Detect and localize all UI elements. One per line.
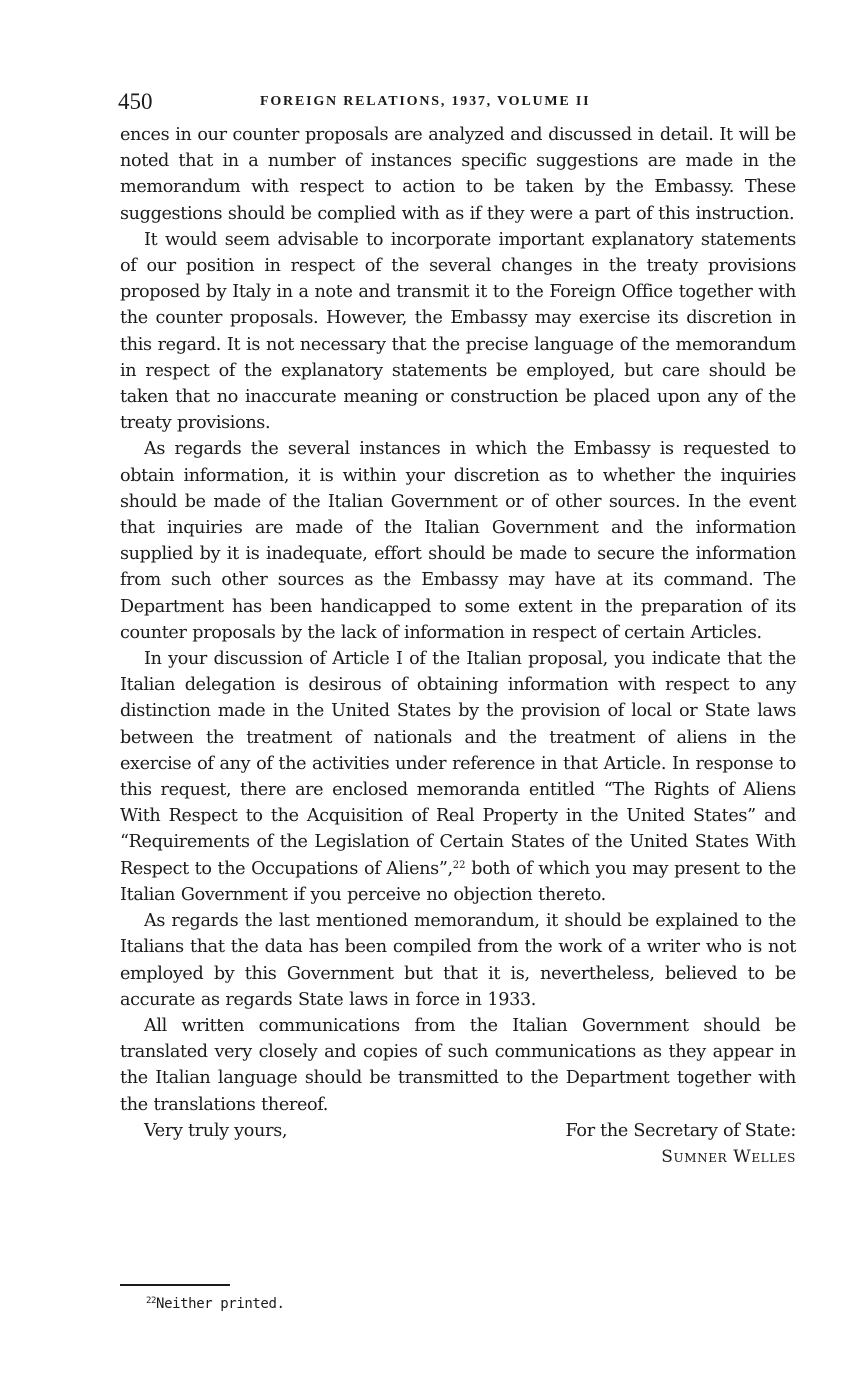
running-title: FOREIGN RELATIONS, 1937, VOLUME II [260,94,591,109]
document-page [120,88,796,1170]
on-behalf-line: For the Secretary of State: [565,1120,796,1141]
paragraph-2: It would seem advisable to incorporate important explanatory statements of our position in respect of the several changes in the treaty provisions proposed by Italy in a note and transmit it to the Foreign Office together with the counter proposals. However, the Embassy may exercise its discretion in this regard. It is not necessary that the precise language of the memorandum in respect of the explanatory statements be employed, but care should be taken that no inaccurate meaning or construction be placed upon any of the treaty provisions. [120,229,796,434]
paragraph-4-text-after-ref: both of which you may present to the Italian Government if you perceive no objection thereto. [120,858,796,905]
paragraph-5: As regards the last mentioned memorandum, it should be explained to the Italians that the data has been compiled from the work of a writer who is not employed by this Government but that it is, nevertheless, believed to be accurate as regards State laws in force in 1933. [120,911,796,1010]
footnote-marker: 22 [146,1296,157,1306]
paragraph-3: As regards the several instances in which the Embassy is requested to obtain information, it is within your discretion as to whether the inquiries should be made of the Italian Government or of other sources. In the event that inquiries are made of the Italian Government and the information supplied by it is inadequate, effort should be made to secure the information from such other sources as the Embassy may have at its command. The Department has been handicapped to some extent in the preparation of its counter proposals by the lack of information in respect of certain Articles. [120,439,796,643]
letter-closing [120,1118,796,1170]
paragraph-6: All written communications from the Italian Government should be translated very closely and copies of such communications as they appear in the Italian language should be transmitted to the Department together with the translations thereof. [120,1015,796,1115]
paragraph-4 [120,646,796,908]
footnote [146,1294,285,1314]
footnote-text: Neither printed. [156,1296,285,1312]
valediction: Very truly yours, [144,1120,288,1141]
footnote-divider [120,1284,230,1286]
signature: Sumner Welles [661,1146,796,1167]
paragraph-1: ences in our counter proposals are analyzed and discussed in detail. It will be noted that in a number of instances specific suggestions are made in the memorandum with respect to action to be taken by the Embassy. These suggestions should be complied with as if they were a part of this instruction. [120,125,796,224]
running-header [120,88,796,122]
page-number: 450 [118,89,153,114]
body-text [120,122,796,1118]
paragraph-4-text-before-ref: In your discussion of Article I of the Italian proposal, you indicate that the Italian delegation is desirous of obtaining information with respect to any distinction made in the United States by the provision of local or State laws between the treatment of nationals and the treatment of aliens in the exercise of any of the activities under reference in that Article. In response to this request, there are enclosed memoranda entitled “The Rights of Aliens With Respect to the Acquisition of Real Property in the United States” and “Requirements of the Legislation of Certain States of the United States With Respect to the Occupations of Aliens”, [120,649,796,879]
footnote-reference: 22 [452,859,466,871]
